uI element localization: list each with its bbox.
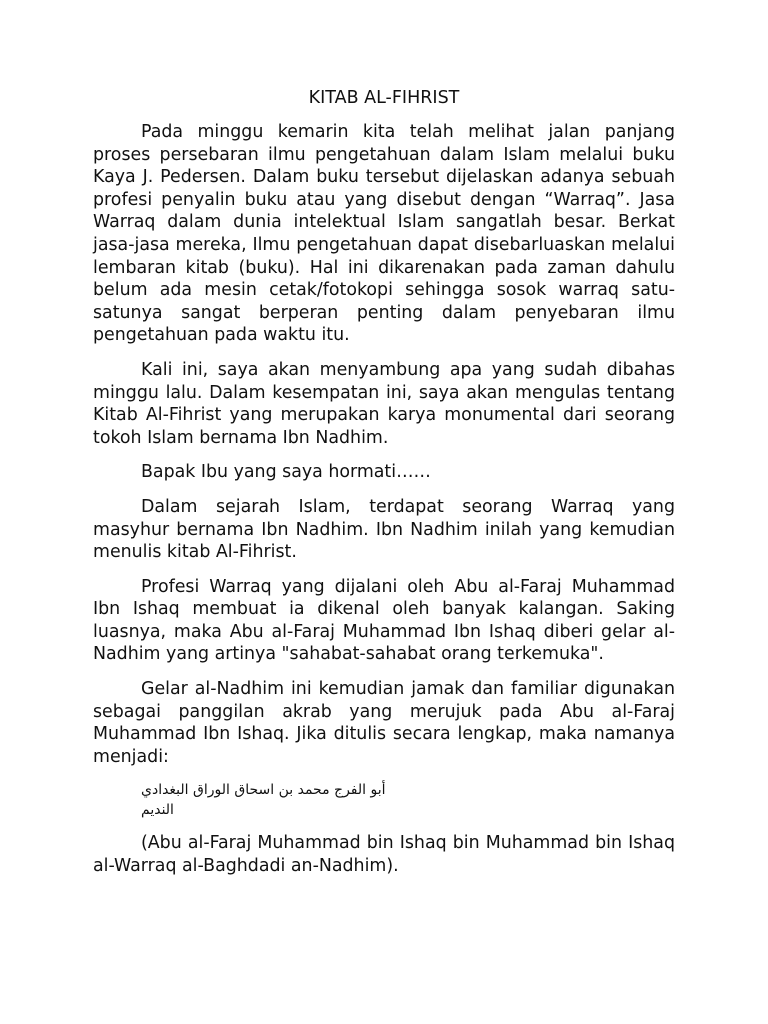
paragraph-history: Dalam sejarah Islam, terdapat seorang Warraq yang masyhur bernama Ibn Nadhim. Ibn Nadhim inilah yang kemudian menulis kitab Al-Fihrist.	[93, 496, 675, 563]
document-body	[93, 121, 675, 890]
paragraph-continuation: Kali ini, saya akan menyambung apa yang sudah dibahas minggu lalu. Dalam kesempatan ini, saya akan mengulas tentang Kitab Al-Fihrist yang merupakan karya monumental dari seorang tokoh Islam bernama Ibn Nadhim.	[93, 359, 675, 448]
arabic-full-name: أبو الفرج محمد بن اسحاق الوراق البغدادي النديم	[141, 782, 386, 819]
paragraph-greeting: Bapak Ibu yang saya hormati……	[141, 462, 431, 483]
paragraph-transliteration: (Abu al-Faraj Muhammad bin Ishaq bin Muhammad bin Ishaq al-Warraq al-Baghdadi an-Nadhim).	[93, 833, 675, 877]
paragraph-intro: Pada minggu kemarin kita telah melihat jalan panjang proses persebaran ilmu pengetahuan dalam Islam melalui buku Kaya J. Pedersen. Dalam buku tersebut dijelaskan adanya sebuah profesi penyalin buku atau yang disebut dengan “Warraq”. Jasa Warraq dalam dunia intelektual Islam sangatlah besar. Berkat jasa-jasa mereka, Ilmu pengetahuan dapat disebarluaskan melalui lembaran kitab (buku). Hal ini dikarenakan pada zaman dahulu belum ada mesin cetak/fotokopi sehingga sosok warraq satu-satunya sangat berperan penting dalam penyebaran ilmu pengetahuan pada waktu itu.	[93, 122, 675, 346]
paragraph-title-usage: Gelar al-Nadhim ini kemudian jamak dan familiar digunakan sebagai panggilan akrab yang merujuk pada Abu al-Faraj Muhammad Ibn Ishaq. Jika ditulis secara lengkap, maka namanya menjadi:	[93, 679, 675, 767]
document-title: KITAB AL-FIHRIST	[308, 88, 460, 108]
paragraph-profession: Profesi Warraq yang dijalani oleh Abu al-Faraj Muhammad Ibn Ishaq membuat ia dikenal oleh banyak kalangan. Saking luasnya, maka Abu al-Faraj Muhammad Ibn Ishaq diberi gelar al-Nadhim yang artinya "sahabat-sahabat orang terkemuka".	[93, 576, 675, 665]
